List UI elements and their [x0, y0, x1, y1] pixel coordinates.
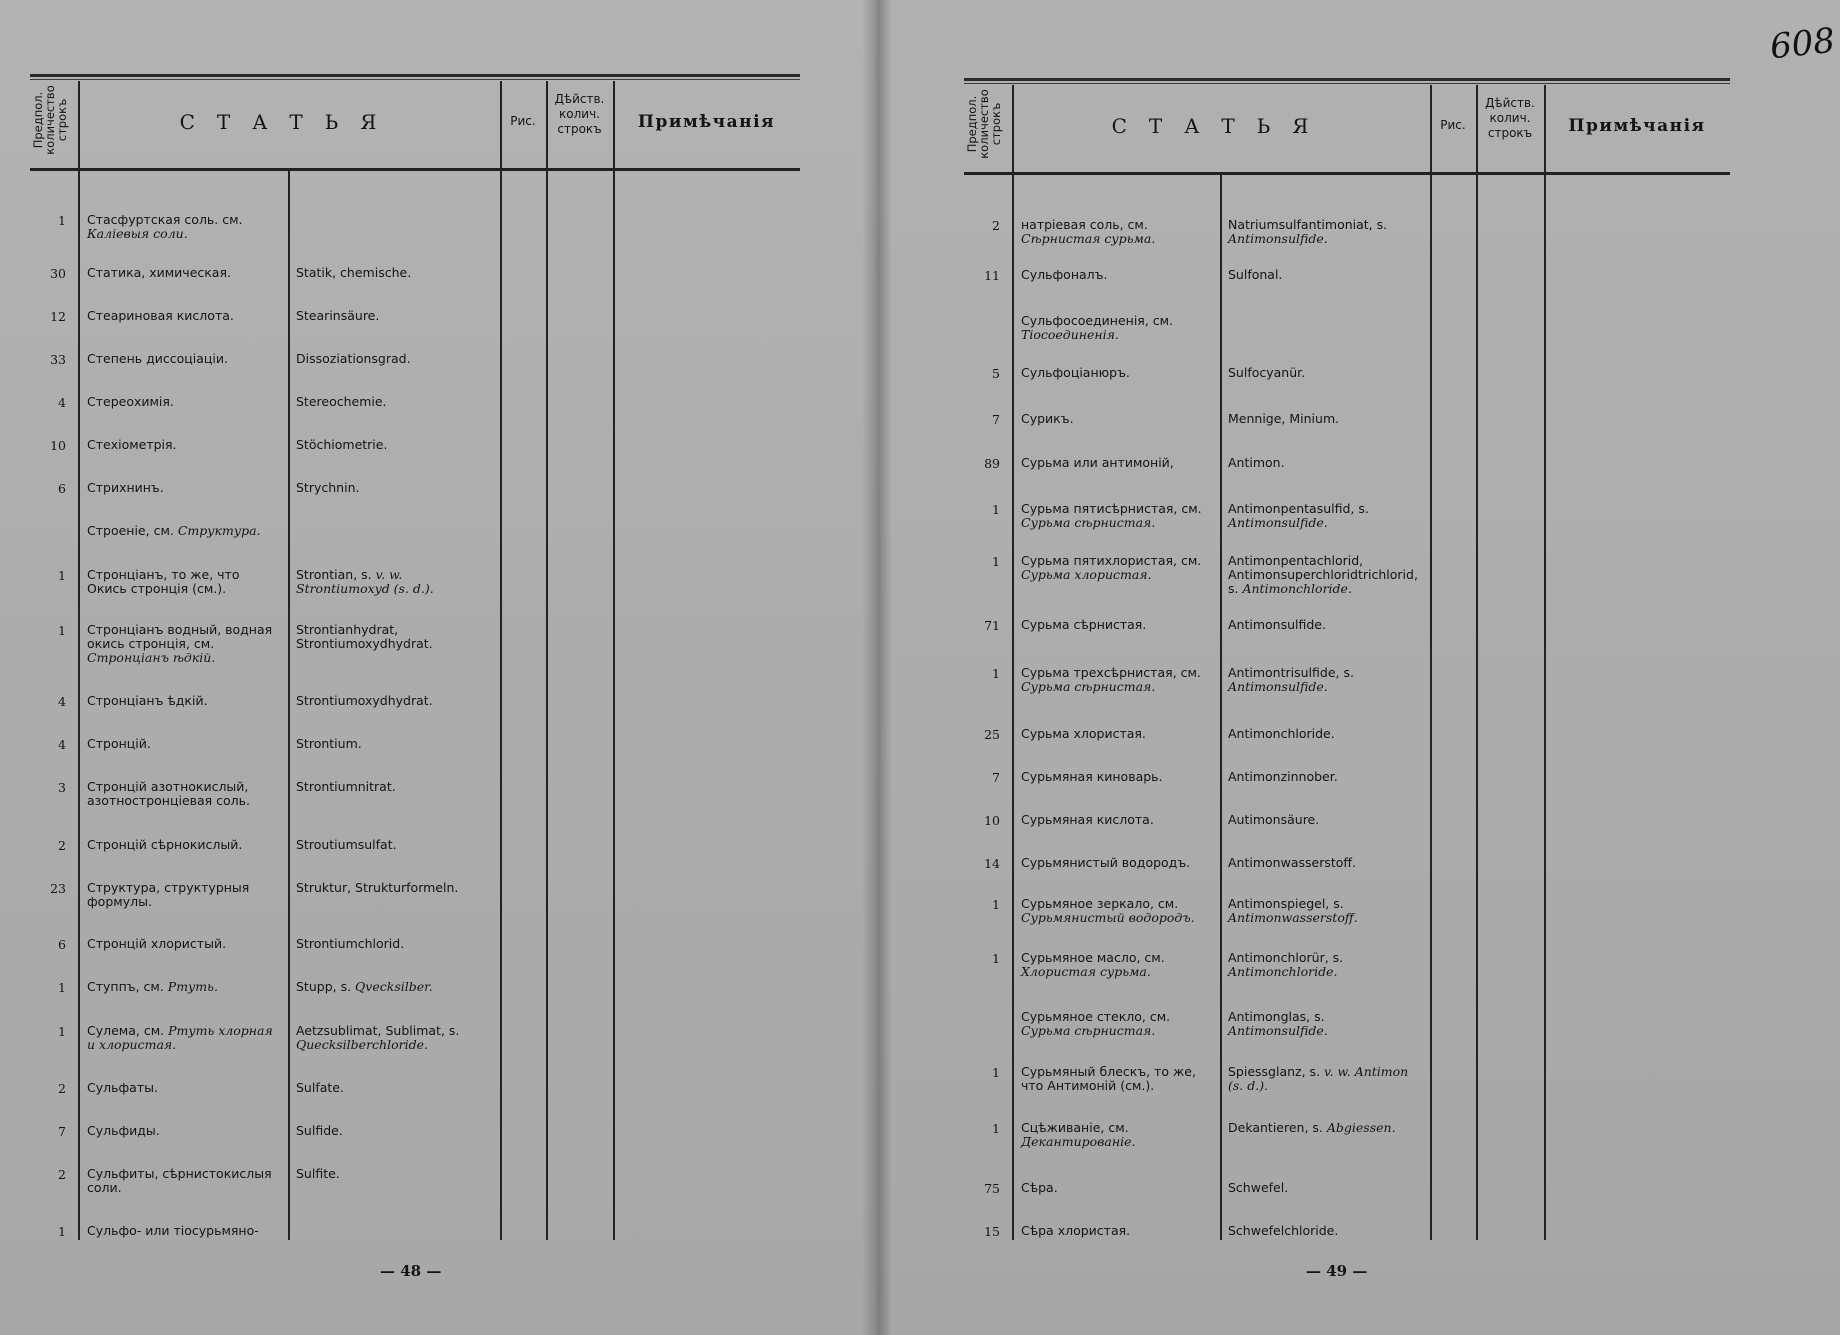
header-figures: Рис.: [510, 114, 536, 128]
row-article-german: Antimonsulfide.: [1228, 617, 1326, 632]
row-article-russian: Стеариновая кислота.: [87, 308, 234, 323]
row-estimated-count: 12: [50, 309, 66, 324]
row-article-russian: Строеніе, см. Структура.: [87, 523, 261, 538]
ledger-table-left: [30, 74, 800, 1240]
row-article-russian: Сульфоціанюръ.: [1021, 365, 1130, 380]
row-estimated-count: 25: [984, 727, 1000, 742]
row-article-german: Stupp, s. Qvecksilber.: [296, 979, 433, 994]
row-article-german: Antimonzinnober.: [1228, 769, 1338, 784]
row-estimated-count: 1: [992, 1065, 1000, 1080]
header-top-rule: [964, 78, 1730, 81]
header-notes: Примѣчанія: [1568, 116, 1706, 136]
row-estimated-count: 4: [58, 737, 66, 752]
row-article-russian: Сульфиды.: [87, 1123, 160, 1138]
row-estimated-count: 10: [984, 813, 1000, 828]
row-article-russian: Сурьмяное стекло, см. Сурьма сѣрнистая.: [1021, 1009, 1171, 1038]
row-article-russian: Сурьмяная киноварь.: [1021, 769, 1163, 784]
row-article-german: Aetzsublimat, Sublimat, s. Quecksilberchloride.: [296, 1023, 460, 1052]
row-article-russian: Сурьма пятисѣрнистая, см. Сурьма сѣрнистая.: [1021, 501, 1202, 530]
column-divider: [1430, 85, 1432, 1240]
header-top-rule-thin: [30, 79, 800, 80]
header-bottom-rule: [964, 172, 1730, 175]
ledger-table-right: [964, 78, 1730, 1240]
row-estimated-count: 5: [992, 366, 1000, 381]
row-article-russian: Сурьмяное зеркало, см. Сурьмянистый водородъ.: [1021, 896, 1195, 925]
column-divider: [1012, 85, 1014, 1240]
page-number-left: — 48 —: [380, 1262, 442, 1280]
column-divider: [78, 81, 80, 1240]
row-estimated-count: 3: [58, 780, 66, 795]
row-article-german: Struktur, Strukturformeln.: [296, 880, 459, 895]
row-article-german: Strontian, s. v. w. Strontiumoxyd (s. d.).: [296, 567, 434, 596]
row-estimated-count: 71: [984, 618, 1000, 633]
row-article-german: Antimontrisulfide, s. Antimonsulfide.: [1228, 665, 1354, 694]
row-article-german: Sulfonal.: [1228, 267, 1283, 282]
row-article-german: Sulfide.: [296, 1123, 343, 1138]
header-top-rule-thin: [964, 83, 1730, 84]
column-divider: [1544, 85, 1546, 1240]
row-article-german: Strontiumoxydhydrat.: [296, 693, 433, 708]
row-estimated-count: 33: [50, 352, 66, 367]
row-article-russian: Стрихнинъ.: [87, 480, 164, 495]
row-article-russian: натріевая соль, см. Сѣрнистая сурьма.: [1021, 217, 1156, 246]
row-article-russian: Сурьма трехсѣрнистая, см. Сурьма сѣрнистая.: [1021, 665, 1201, 694]
row-article-german: Stearinsäure.: [296, 308, 380, 323]
row-estimated-count: 7: [992, 770, 1000, 785]
row-article-german: Stroutiumsulfat.: [296, 837, 397, 852]
book-spine: [862, 0, 892, 1335]
row-article-german: Antimonpentachlorid, Antimonsuperchloridtrichlorid, s. Antimonchloride.: [1228, 553, 1418, 596]
row-estimated-count: 30: [50, 266, 66, 281]
row-article-russian: Сурьмянистый водородъ.: [1021, 855, 1191, 870]
row-estimated-count: 2: [58, 1081, 66, 1096]
row-article-russian: Сульфо- или тіосурьмяно-: [87, 1223, 259, 1238]
header-actual-count: Дѣйств. колич. строкъ: [554, 92, 605, 136]
column-divider: [546, 81, 548, 1240]
row-article-russian: Сурьма или антимоній,: [1021, 455, 1174, 470]
row-article-russian: Стереохимія.: [87, 394, 174, 409]
row-article-german: Antimonchlorür, s. Antimonchloride.: [1228, 950, 1344, 979]
column-divider: [613, 81, 615, 1240]
header-actual-count: Дѣйств. колич. строкъ: [1485, 96, 1535, 140]
row-article-german: Schwefelchloride.: [1228, 1223, 1339, 1238]
row-estimated-count: 1: [992, 1121, 1000, 1136]
row-article-russian: Сцѣживаніе, см. Декантированіе.: [1021, 1120, 1136, 1149]
row-estimated-count: 2: [58, 1167, 66, 1182]
row-estimated-count: 4: [58, 395, 66, 410]
column-divider: [288, 168, 290, 1240]
row-estimated-count: 7: [992, 412, 1000, 427]
row-article-russian: Стронціанъ ѣдкій.: [87, 693, 208, 708]
row-estimated-count: 1: [58, 1224, 66, 1239]
row-article-russian: Стронцій сѣрнокислый.: [87, 837, 243, 852]
row-article-german: Antimon.: [1228, 455, 1285, 470]
row-estimated-count: 11: [984, 268, 1000, 283]
row-article-german: Schwefel.: [1228, 1180, 1289, 1195]
handwritten-page-number: 608: [1768, 20, 1837, 68]
header-estimated-count: Предпол. количество строкъ: [965, 89, 1004, 159]
header-estimated-count: Предпол. количество строкъ: [31, 85, 70, 155]
column-divider: [1476, 85, 1478, 1240]
row-estimated-count: 1: [992, 951, 1000, 966]
header-article: СТАТЬЯ: [179, 110, 399, 134]
row-article-russian: Ступпъ, см. Ртуть.: [87, 979, 218, 994]
row-article-russian: Статика, химическая.: [87, 265, 231, 280]
row-article-german: Antimonwasserstoff.: [1228, 855, 1356, 870]
row-estimated-count: 1: [992, 502, 1000, 517]
row-article-german: Strontium.: [296, 736, 362, 751]
row-article-german: Autimonsäure.: [1228, 812, 1320, 827]
row-estimated-count: 1: [58, 213, 66, 228]
row-article-russian: Стехіометрія.: [87, 437, 177, 452]
row-article-russian: Стронціанъ водный, водная окись стронція, см. Стронціанъ ѣдкій.: [87, 622, 273, 665]
row-article-russian: Степень диссоціаціи.: [87, 351, 228, 366]
row-article-german: Statik, chemische.: [296, 265, 412, 280]
row-estimated-count: 1: [58, 980, 66, 995]
row-article-german: Dissoziationsgrad.: [296, 351, 411, 366]
row-article-russian: Сульфаты.: [87, 1080, 158, 1095]
row-article-russian: Сульфиты, сѣрнистокислыя соли.: [87, 1166, 272, 1195]
row-estimated-count: 2: [992, 218, 1000, 233]
column-divider: [1220, 172, 1222, 1240]
row-estimated-count: 1: [58, 1024, 66, 1039]
row-estimated-count: 1: [992, 666, 1000, 681]
row-article-russian: Сурьма сѣрнистая.: [1021, 617, 1147, 632]
row-estimated-count: 2: [58, 838, 66, 853]
row-article-russian: Сурьма пятихлористая, см. Сурьма хлористая.: [1021, 553, 1202, 582]
row-article-russian: Сурьмяный блескъ, то же, что Антимоній (см.).: [1021, 1064, 1196, 1093]
header-notes: Примѣчанія: [637, 112, 776, 132]
row-estimated-count: 89: [984, 456, 1000, 471]
row-article-russian: Сулема, см. Ртуть хлорная и хлористая.: [87, 1023, 273, 1052]
row-article-russian: Сѣра.: [1021, 1180, 1058, 1195]
header-top-rule: [30, 74, 800, 77]
header-bottom-rule: [30, 168, 800, 171]
row-article-russian: Сульфосоединенія, см. Тіосоединенія.: [1021, 313, 1174, 342]
row-estimated-count: 23: [50, 881, 66, 896]
row-estimated-count: 7: [58, 1124, 66, 1139]
row-estimated-count: 10: [50, 438, 66, 453]
row-article-german: Natriumsulfantimoniat, s. Antimonsulfide.: [1228, 217, 1388, 246]
row-article-german: Sulfite.: [296, 1166, 340, 1181]
header-article: СТАТЬЯ: [1111, 114, 1331, 138]
row-article-russian: Стронцій.: [87, 736, 151, 751]
page-number-right: — 49 —: [1306, 1262, 1368, 1280]
row-article-russian: Сурьма хлористая.: [1021, 726, 1146, 741]
row-estimated-count: 1: [58, 568, 66, 583]
row-article-german: Strychnin.: [296, 480, 360, 495]
row-article-german: Stöchiometrie.: [296, 437, 388, 452]
row-article-german: Spiessglanz, s. v. w. Antimon (s. d.).: [1228, 1064, 1409, 1093]
row-article-russian: Стронціанъ, то же, что Окись стронція (см.).: [87, 567, 240, 596]
row-article-german: Strontianhydrat, Strontiumoxydhydrat.: [296, 622, 433, 651]
row-article-russian: Сѣра хлористая.: [1021, 1223, 1131, 1238]
row-article-german: Strontiumnitrat.: [296, 779, 396, 794]
row-article-german: Antimonpentasulfid, s. Antimonsulfide.: [1228, 501, 1369, 530]
row-estimated-count: 1: [58, 623, 66, 638]
row-article-german: Sulfate.: [296, 1080, 344, 1095]
row-article-russian: Стронцій азотнокислый, азотностронціевая соль.: [87, 779, 251, 808]
row-article-german: Sulfocyanür.: [1228, 365, 1306, 380]
row-article-german: Strontiumchlorid.: [296, 936, 405, 951]
column-divider: [500, 81, 502, 1240]
header-figures: Рис.: [1440, 118, 1466, 132]
row-article-german: Dekantieren, s. Abgiessen.: [1228, 1120, 1396, 1135]
row-estimated-count: 1: [992, 897, 1000, 912]
row-estimated-count: 6: [58, 937, 66, 952]
row-estimated-count: 15: [984, 1224, 1000, 1239]
row-article-german: Mennige, Minium.: [1228, 411, 1340, 426]
row-article-german: Antimonglas, s. Antimonsulfide.: [1228, 1009, 1328, 1038]
row-estimated-count: 1: [992, 554, 1000, 569]
row-estimated-count: 75: [984, 1181, 1000, 1196]
row-article-russian: Структура, структурныя формулы.: [87, 880, 250, 909]
row-article-german: Antimonspiegel, s. Antimonwasserstoff.: [1228, 896, 1358, 925]
row-article-german: Antimonchloride.: [1228, 726, 1335, 741]
row-article-russian: Сурикъ.: [1021, 411, 1074, 426]
row-estimated-count: 4: [58, 694, 66, 709]
row-article-russian: Сурьмяное масло, см. Хлористая сурьма.: [1021, 950, 1165, 979]
row-estimated-count: 6: [58, 481, 66, 496]
row-article-russian: Сульфоналъ.: [1021, 267, 1108, 282]
row-article-russian: Сурьмяная кислота.: [1021, 812, 1154, 827]
row-estimated-count: 14: [984, 856, 1000, 871]
row-article-german: Stereochemie.: [296, 394, 387, 409]
row-article-russian: Стронцій хлористый.: [87, 936, 227, 951]
row-article-russian: Стасфуртская соль. см. Каліевыя соли.: [87, 212, 243, 241]
